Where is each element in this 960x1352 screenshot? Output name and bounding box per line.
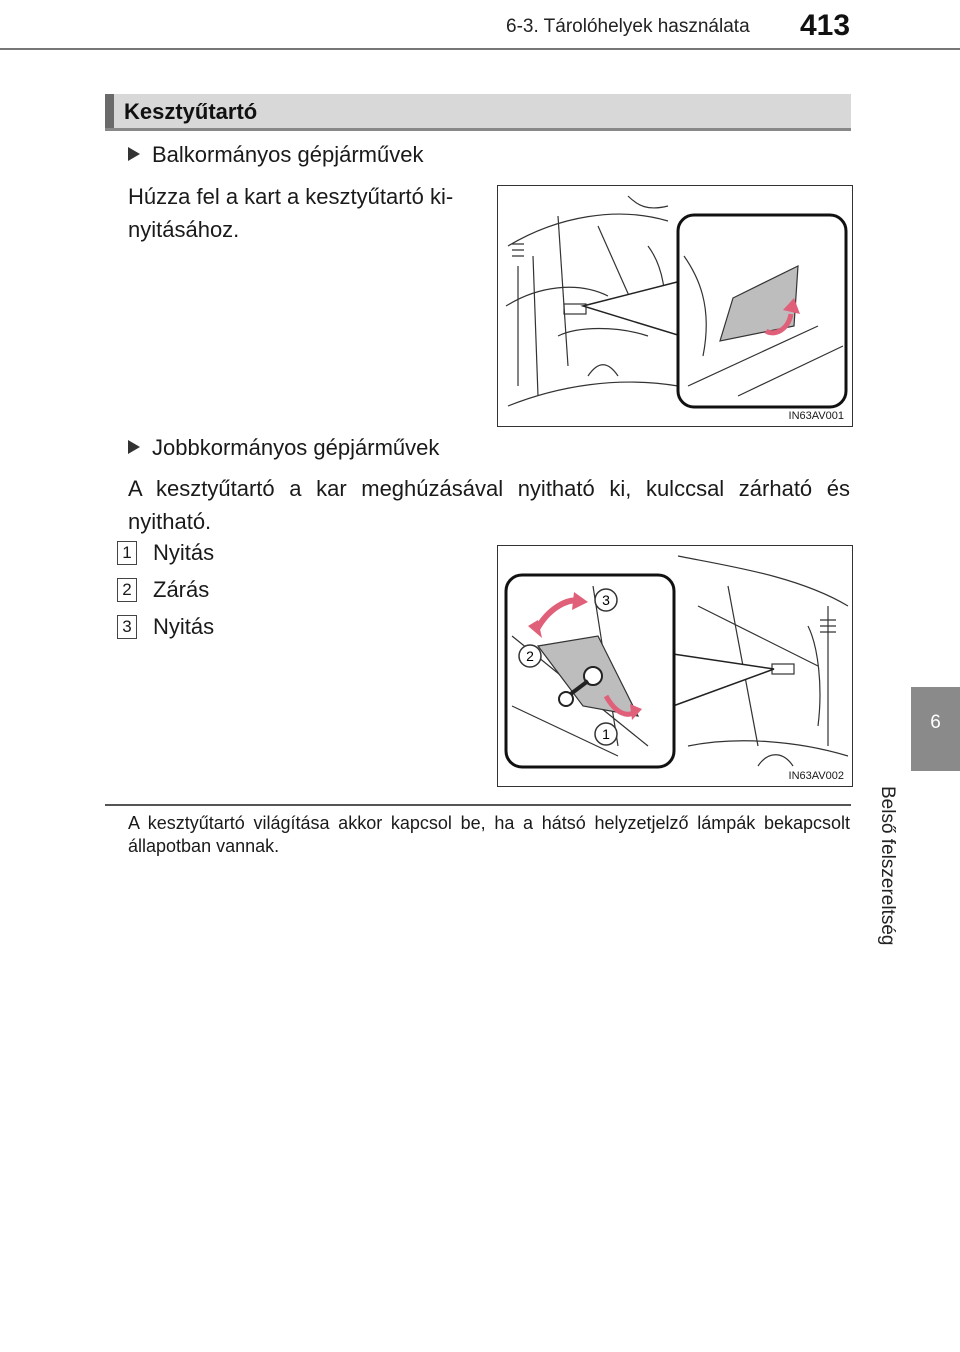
section-heading-accent xyxy=(105,94,114,128)
bullet-triangle-icon xyxy=(128,147,140,161)
chapter-number: 6 xyxy=(930,712,941,733)
bullet-triangle-icon xyxy=(128,440,140,454)
section-heading-underline xyxy=(105,128,851,131)
rhd-instruction: A kesztyűtartó a kar meghúzásával nyitható ki, kulccsal zárható és nyitható. xyxy=(128,476,850,534)
list-item xyxy=(117,578,137,602)
figure-code-lhd: IN63AV001 xyxy=(788,410,844,422)
figure-rhd-glovebox xyxy=(497,545,853,787)
callout-2: 2 xyxy=(526,648,534,664)
figure-rhd-drawing xyxy=(498,546,852,786)
section-title: Kesztyűtartó xyxy=(124,99,258,124)
bullet-lhd xyxy=(128,142,423,168)
note-rule xyxy=(105,804,851,806)
list-item xyxy=(117,541,137,565)
list-item-label: Nyitás xyxy=(153,614,215,639)
list-item-label: Nyitás xyxy=(153,540,215,565)
bullet-rhd xyxy=(128,435,439,461)
bullet-lhd-label: Balkormányos gépjárművek xyxy=(152,142,424,167)
note-text: A kesztyűtartó világítása akkor kapcsol be, ha a hátsó helyzetjelző lámpák bekapcsolt állapotban vannak. xyxy=(128,813,850,856)
list-number-box: 2 xyxy=(117,578,137,602)
callout-1: 1 xyxy=(602,726,610,742)
callout-3: 3 xyxy=(602,592,610,608)
running-header-section: 6-3. Tárolóhelyek használata xyxy=(506,16,750,37)
list-number-box: 3 xyxy=(117,615,137,639)
lhd-instruction: Húzza fel a kart a kesztyűtartó ki-nyitásához. xyxy=(128,184,454,242)
chapter-title: Belső felszereltség xyxy=(877,786,898,946)
figure-lhd-glovebox xyxy=(497,185,853,427)
list-item xyxy=(117,615,137,639)
page-number: 413 xyxy=(800,9,851,42)
bullet-rhd-label: Jobbkormányos gépjárművek xyxy=(152,435,440,460)
list-number-box: 1 xyxy=(117,541,137,565)
header-rule xyxy=(0,48,960,50)
figure-lhd-drawing xyxy=(498,186,852,426)
figure-code-rhd: IN63AV002 xyxy=(788,770,844,782)
list-item-label: Zárás xyxy=(153,577,210,602)
